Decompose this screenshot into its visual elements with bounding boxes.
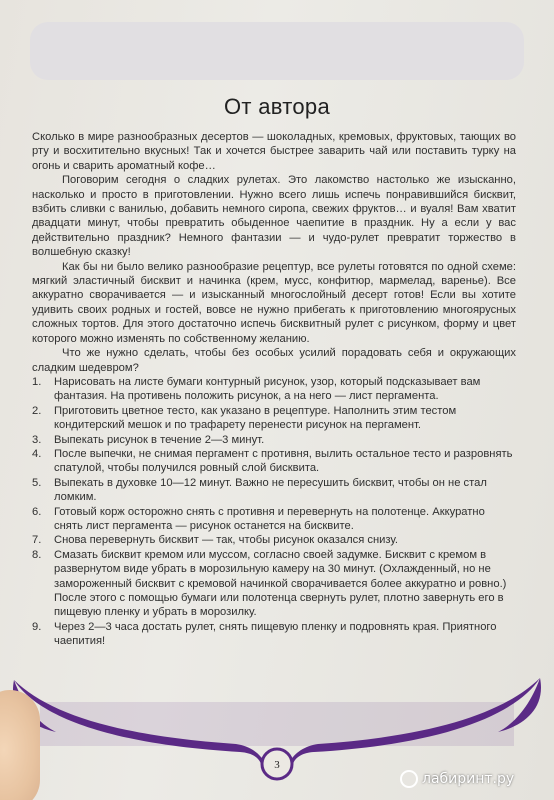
list-item: 6. Готовый корж осторожно снять с противня и перевернуть на полотенце. Аккуратно снять лист пергамента — рисунок останется на бисквите.: [32, 505, 485, 532]
list-item: 5. Выпекать в духовке 10—12 минут. Важно не пересушить бисквит, чтобы он не стал ломким.: [32, 476, 487, 504]
list-item: 8. Смазать бисквит кремом или муссом, согласно своей задумке. Бисквит с кремом в развернутом виде убрать в морозильную камеру на 30 минут. (Охлажденный, но не замороженный бисквит с кремовой начинкой сворачивается более аккуратно и ровно.) После этого с помощью бумаги или полотенца свернуть рулет, плотно завернуть его в пищевую пленку и убрать в морозилку.: [32, 548, 507, 619]
list-item: 2. Приготовить цветное тесто, как указано в рецептуре. Наполнить этим тестом кондитерский мешок и по трафарету перенести рисунок на пергамент.: [32, 404, 457, 432]
list-item: 4. После выпечки, не снимая пергамент с противня, вылить остальное тесто и разровнять спатулой, чтобы получился ровный слой бисквита.: [32, 447, 513, 475]
page-title: От автора: [224, 94, 330, 119]
list-item: 9. Через 2—3 часа достать рулет, снять пищевую пленку и подровнять края. Приятного чаепития!: [32, 620, 497, 648]
list-item: 3. Выпекать рисунок в течение 2—3 минут.: [32, 433, 265, 446]
paragraph-intro: Сколько в мире разнообразных десертов — шоколадных, кремовых, фруктовых, тающих во рту и восхитительно вкусных! Так и хочется быстрее заварить чай или поставить турку на огонь и сварить ароматный кофе…: [32, 131, 516, 172]
page-number: 3: [274, 759, 280, 771]
list-item: 7. Снова перевернуть бисквит — так, чтобы рисунок оказался снизу.: [32, 534, 399, 547]
ornament-band: [40, 702, 514, 746]
body-text: [32, 130, 516, 649]
finger-edge: [0, 690, 40, 800]
labirint-logo-icon: [400, 770, 418, 788]
paragraph-variety: Как бы ни было велико разнообразие рецептур, все рулеты готовятся по одной схеме: мягкий эластичный бисквит и начинка (крем, мусс, конфитюр, мармелад, варенье). Все аккуратно сворачивается — и изысканный многослойный десерт готов! Если вы хотите удивить своих родных и гостей, вовсе не нужно прибегать к приготовлению многоярусных сложных тортов. Для этого достаточно испечь бисквитный рулет с рисунком, форму и цвет которого можно изменять по собственному желанию.: [32, 260, 516, 345]
paragraph-question: Что же нужно сделать, чтобы без особых усилий порадовать себя и окружающих сладким шедевром?: [32, 347, 516, 374]
steps-list: [32, 375, 516, 649]
header-banner: [30, 22, 524, 80]
watermark-text: лабиринт.ру: [422, 771, 515, 787]
paragraph-rolls: Поговорим сегодня о сладких рулетах. Это лакомство настолько же изысканно, насколько и просто в приготовлении. Нужно всего лишь испечь понравившийся бисквит, взбить сливки с ванилью, добавить немного сиропа, свежих фруктов… и вуаля! Вам хватит двадцати минут, чтобы превратить обыденное чаепитие в праздник. Ну а если у вас действительно праздник? Немного фантазии — и чудо-рулет превратит торжество в волшебную сказку!: [32, 174, 516, 259]
list-item: 1. Нарисовать на листе бумаги контурный рисунок, узор, который подсказывает вам фантазия. На противень положить рисунок, а на него — лист пергамента.: [32, 375, 481, 403]
